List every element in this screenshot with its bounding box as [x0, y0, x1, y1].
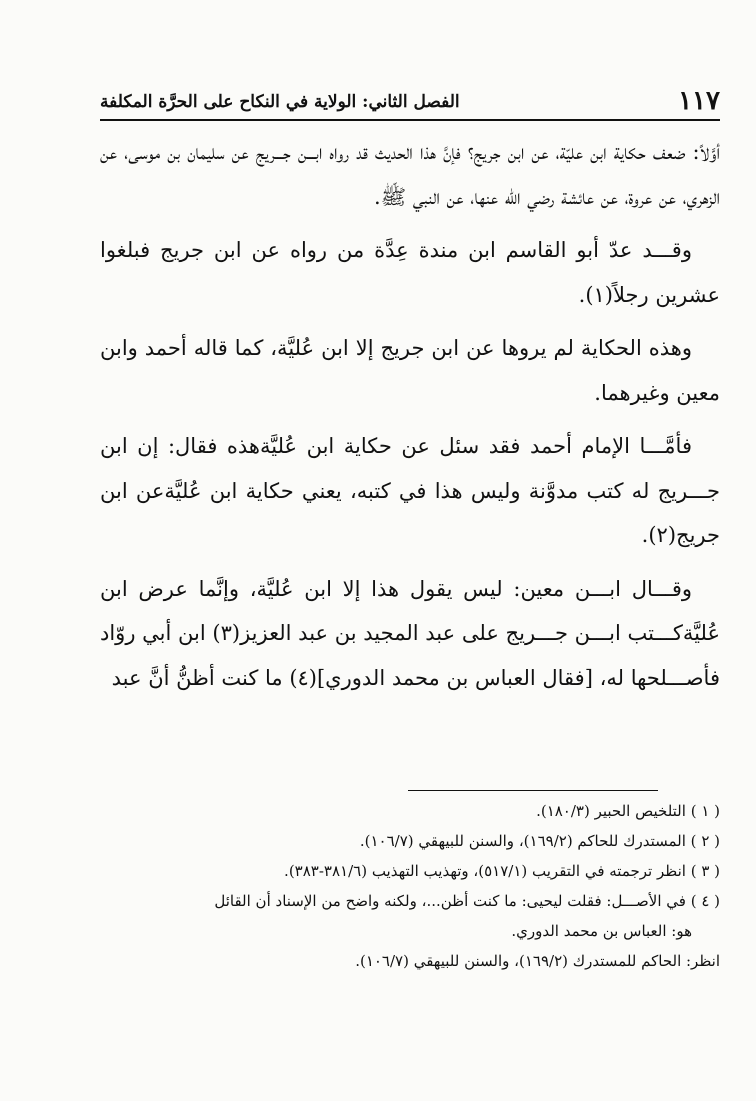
header-rule [100, 119, 720, 121]
page-header [100, 84, 720, 120]
paragraph: وقـــد عدّ أبو القاسم ابن مندة عِدَّة من رواه عن ابن جريج فبلغوا عشرين رجلاً(١). [100, 238, 720, 307]
paragraph: وقـــال ابـــن معين: ليس يقول هذا إلا ابن عُليَّة، وإنَّما عرض ابن عُليَّةكـــتب ابـــن جـــريج على عبد المجيد بن عبد العزيز(٣) ابن أبي روّاد فأصـــلحها له، [فقال العباس بن محمد الدوري](٤) ما كنت أظنُّ أنَّ عبد [100, 576, 720, 690]
footnotes [100, 796, 720, 976]
footnote: ( ٤ ) في الأصـــل: فقلت ليحيى: ما كنت أظن...، ولكنه واضح من الإسناد أن القائل [214, 892, 720, 910]
footnote: انظر: الحاكم للمستدرك (١٦٩/٢)، والسنن للبيهقي (١٠٦/٧). [355, 952, 720, 970]
running-title: الفصل الثاني: الولاية في النكاح على الحرَّة المكلفة [100, 92, 460, 112]
paragraph: وهذه الحكاية لم يروها عن ابن جريج إلا ابن عُليَّة، كما قاله أحمد وابن معين وغيرهما. [100, 336, 720, 405]
page-number: ١١٧ [678, 86, 720, 116]
footnote: ( ٢ ) المستدرك للحاكم (١٦٩/٢)، والسنن للبيهقي (١٠٦/٧). [359, 832, 720, 850]
footnote: ( ١ ) التلخيص الحبير (١٨٠/٣). [536, 802, 720, 820]
main-text [100, 130, 720, 709]
footnote: ( ٣ ) انظر ترجمته في التقريب (٥١٧/١)، وتهذيب التهذيب (٣٨١/٦-٣٨٣). [284, 862, 720, 880]
paragraph: فأمَّـــا الإمام أحمد فقد سئل عن حكاية ابن عُليَّةهذه فقال: إن ابن جـــريج له كتب مدوَّنة وليس هذا في كتبه، يعني حكاية ابن عُليَّةعن ابن جريج(٢). [100, 434, 720, 547]
footnote-separator [408, 790, 658, 791]
paragraph: أوَّلاً: ضعف حكاية ابن عليّة، عن ابن جريج؟ فإنَّ هذا الحديث قد رواه ابـــن جـــريج عن سليمان بن موسى، عن الزهري، عن عروة، عن عائشة رضي الله عنها، عن النبي ﷺ. [100, 140, 720, 209]
footnote-continuation: هو: العباس بن محمد الدوري. [511, 922, 692, 940]
